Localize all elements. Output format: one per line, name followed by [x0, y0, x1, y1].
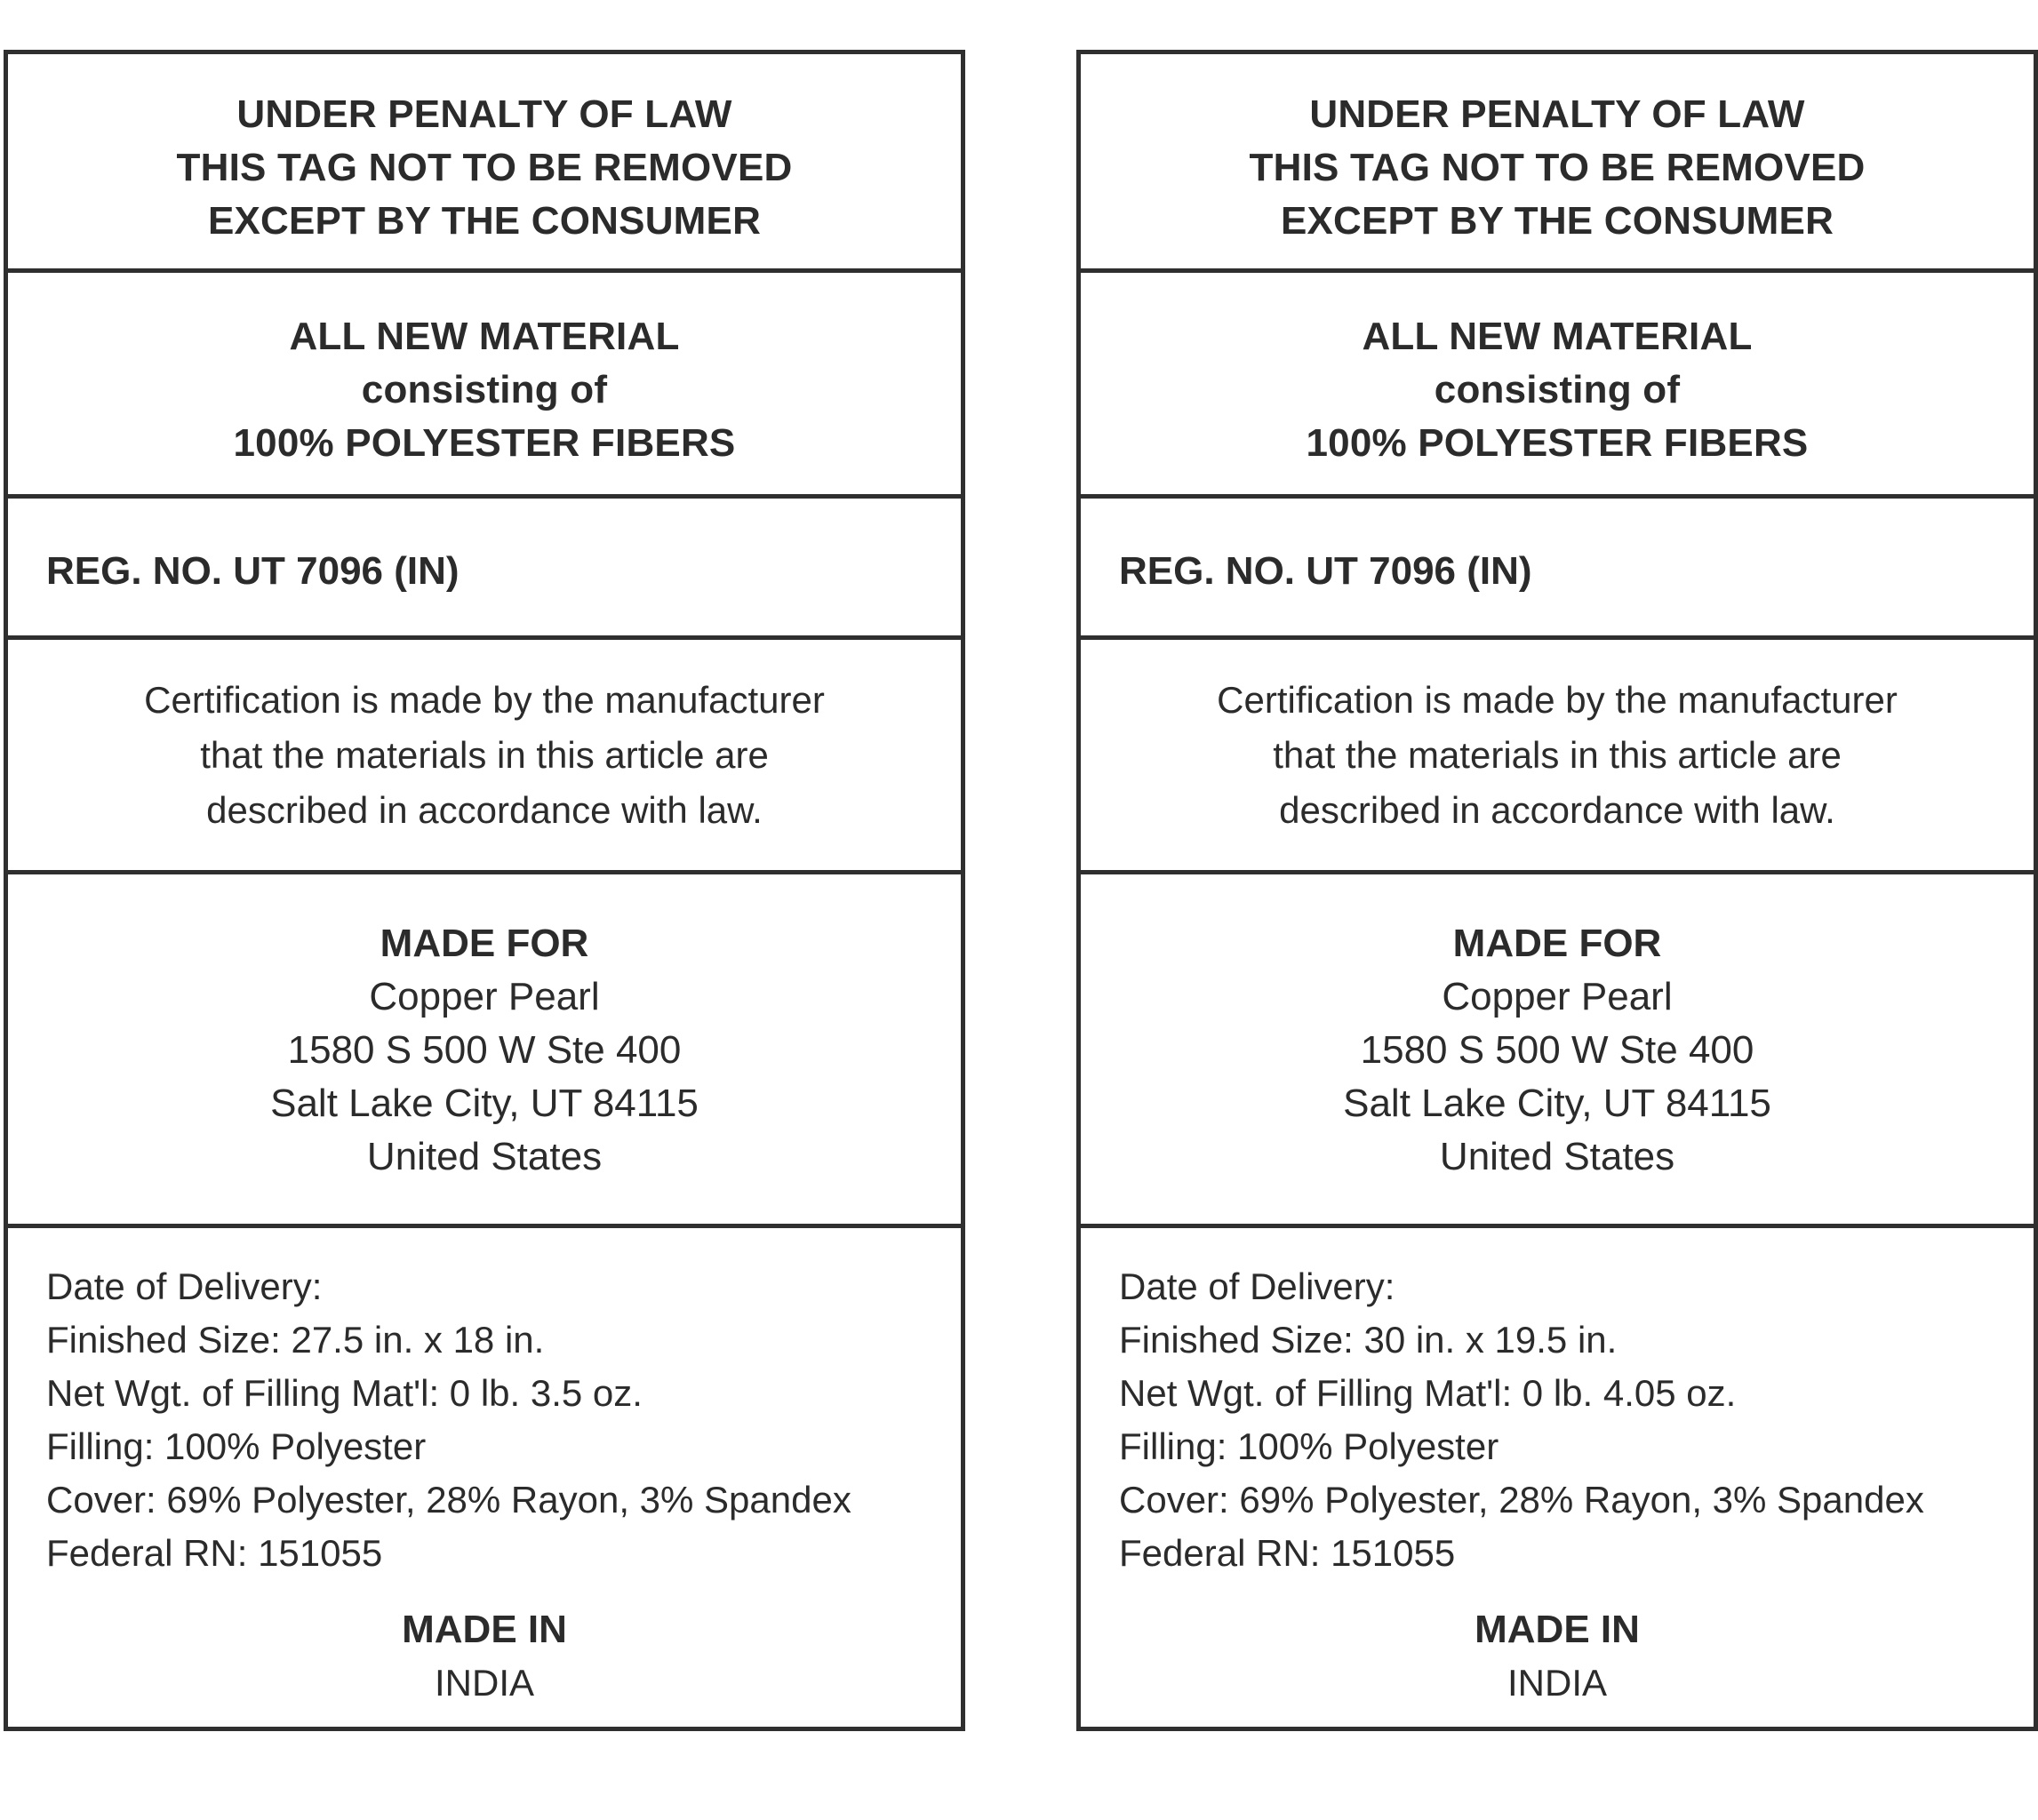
- made-in-country: INDIA: [434, 1662, 534, 1704]
- certification-line: Certification is made by the manufacturer: [144, 679, 825, 721]
- certification-line: that the materials in this article are: [1273, 734, 1842, 776]
- certification-section: [1081, 640, 2034, 874]
- net-weight: Net Wgt. of Filling Mat'l: 0 lb. 3.5 oz.: [46, 1372, 643, 1414]
- made-in-block: [1081, 1603, 2034, 1710]
- warning-line: EXCEPT BY THE CONSUMER: [207, 199, 762, 243]
- warning-line: THIS TAG NOT TO BE REMOVED: [176, 146, 793, 189]
- material-section: [1081, 273, 2034, 499]
- warning-line: UNDER PENALTY OF LAW: [236, 92, 732, 136]
- law-tag-right: [1076, 50, 2038, 1731]
- address-line-2: Salt Lake City, UT 84115: [270, 1082, 699, 1125]
- cover-composition: Cover: 69% Polyester, 28% Rayon, 3% Spandex: [1119, 1479, 1924, 1521]
- made-for-section: [1081, 874, 2034, 1228]
- filling: Filling: 100% Polyester: [46, 1425, 427, 1467]
- filling: Filling: 100% Polyester: [1119, 1425, 1499, 1467]
- details-section: [1081, 1228, 2034, 1727]
- registration-section: [1081, 499, 2034, 640]
- made-in-block: [8, 1603, 961, 1710]
- material-line: consisting of: [361, 368, 608, 411]
- material-line: 100% POLYESTER FIBERS: [233, 421, 736, 465]
- registration-number: REG. NO. UT 7096 (IN): [46, 549, 460, 593]
- law-tag-left: [4, 50, 965, 1731]
- details-section: [8, 1228, 961, 1727]
- certification-line: Certification is made by the manufacturer: [1217, 679, 1898, 721]
- made-for-label: MADE FOR: [380, 922, 589, 965]
- company-name: Copper Pearl: [1442, 975, 1673, 1018]
- finished-size: Finished Size: 30 in. x 19.5 in.: [1119, 1319, 1618, 1361]
- registration-section: [8, 499, 961, 640]
- material-line: ALL NEW MATERIAL: [1362, 315, 1753, 358]
- address-country: United States: [1439, 1135, 1675, 1178]
- certification-line: that the materials in this article are: [200, 734, 769, 776]
- material-section: [8, 273, 961, 499]
- made-for-section: [8, 874, 961, 1228]
- warning-line: EXCEPT BY THE CONSUMER: [1280, 199, 1834, 243]
- federal-rn: Federal RN: 151055: [1119, 1532, 1456, 1574]
- warning-line: THIS TAG NOT TO BE REMOVED: [1249, 146, 1866, 189]
- made-in-label: MADE IN: [402, 1608, 567, 1651]
- address-line-1: 1580 S 500 W Ste 400: [1360, 1028, 1754, 1072]
- made-in-label: MADE IN: [1475, 1608, 1640, 1651]
- made-for-label: MADE FOR: [1452, 922, 1662, 965]
- delivery-date: Date of Delivery:: [46, 1265, 323, 1307]
- warning-line: UNDER PENALTY OF LAW: [1309, 92, 1805, 136]
- address-line-1: 1580 S 500 W Ste 400: [287, 1028, 682, 1072]
- warning-section: [8, 54, 961, 273]
- material-line: 100% POLYESTER FIBERS: [1306, 421, 1809, 465]
- material-line: consisting of: [1434, 368, 1681, 411]
- warning-section: [1081, 54, 2034, 273]
- address-country: United States: [366, 1135, 603, 1178]
- registration-number: REG. NO. UT 7096 (IN): [1119, 549, 1532, 593]
- certification-line: described in accordance with law.: [206, 789, 763, 831]
- made-in-country: INDIA: [1507, 1662, 1607, 1704]
- address-line-2: Salt Lake City, UT 84115: [1343, 1082, 1771, 1125]
- net-weight: Net Wgt. of Filling Mat'l: 0 lb. 4.05 oz.: [1119, 1372, 1737, 1414]
- material-line: ALL NEW MATERIAL: [289, 315, 680, 358]
- certification-line: described in accordance with law.: [1279, 789, 1835, 831]
- company-name: Copper Pearl: [369, 975, 600, 1018]
- certification-section: [8, 640, 961, 874]
- federal-rn: Federal RN: 151055: [46, 1532, 383, 1574]
- finished-size: Finished Size: 27.5 in. x 18 in.: [46, 1319, 545, 1361]
- cover-composition: Cover: 69% Polyester, 28% Rayon, 3% Spandex: [46, 1479, 851, 1521]
- delivery-date: Date of Delivery:: [1119, 1265, 1395, 1307]
